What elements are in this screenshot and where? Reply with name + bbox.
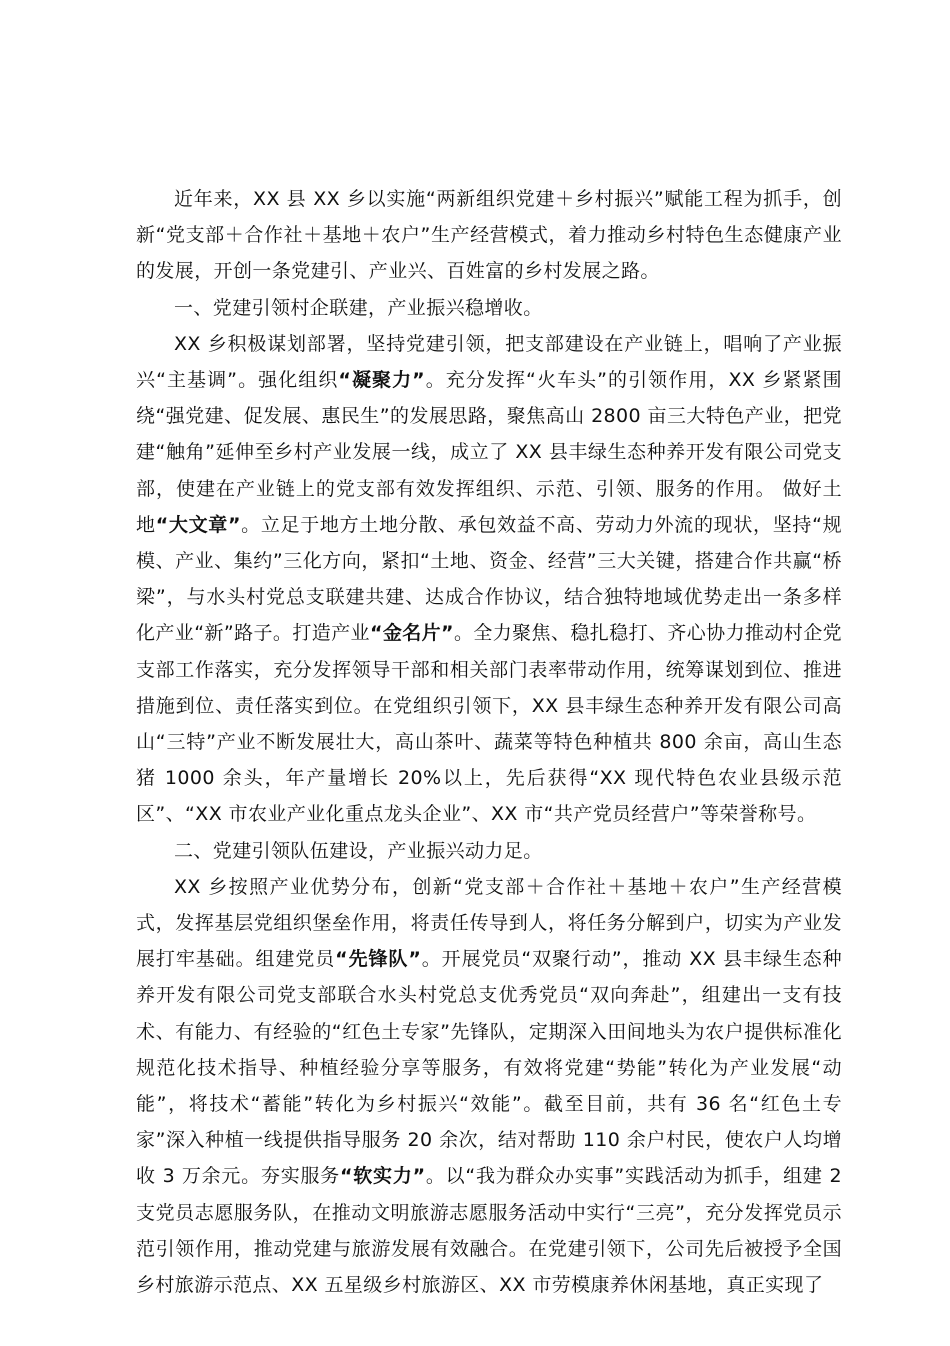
paragraph-section-1 [136,326,842,833]
paragraph-intro [136,181,842,290]
paragraph-text: 近年来，XX 县 XX 乡以实施“两新组织党建＋乡村振兴”赋能工程为抓手，创新“党支部＋合作社＋基地＋农户”生产经营模式，着力推动乡村特色生态健康产业的发展，开创一条党建引、产业兴、百姓富的乡村发展之路。 [136,188,842,283]
bold-keyword: “先锋队” [335,948,422,971]
bold-keyword: “大文章” [155,513,241,536]
heading-text: 一、党建引领村企联建，产业振兴稳增收。 [174,296,543,319]
section-heading-1 [136,290,842,326]
paragraph-section-2 [136,869,842,1303]
heading-text: 二、党建引领队伍建设，产业振兴动力足。 [174,839,543,862]
paragraph-text: 。以“我为群众办实事”实践活动为抓手，组建 2 支党员志愿服务队，在推动文明旅游志愿服务活动中实行“三亮”，充分发挥党员示范引领作用，推动党建与旅游发展有效融合。在党建引领下，公司先后被授予全国乡村旅游示范点、XX 五星级乡村旅游区、XX 市劳模康养休闲基地，真正实现了 [136,1165,842,1297]
document-body [136,181,842,1303]
paragraph-text: 。立足于地方土地分散、承包效益不高、劳动力外流的现状，坚持“规模、产业、集约”三化方向，紧扣“土地、资金、经营”三大关键，搭建合作共赢“桥梁”，与水头村党总支联建共建、达成合作协议，结合独特地域优势走出一条多样化产业“新”路子。打造产业 [136,513,843,645]
bold-keyword: “软实力” [340,1165,426,1188]
bold-keyword: “凝聚力” [338,369,426,392]
paragraph-text: 。充分发挥“火车头”的引领作用，XX 乡紧紧围绕“强党建、促发展、惠民生”的发展思路，聚焦高山 2800 亩三大特色产业，把党建“触角”延伸至乡村产业发展一线，成立了 XX 县丰绿生态种养开发有限公司党支部，使建在产业链上的党支部有效发挥组织、示范、引领、服务的作用。 做好土地 [136,369,842,536]
paragraph-text: XX 乡按照产业优势分布，创新“党支部＋合作社＋基地＋农户”生产经营模式，发挥基层党组织堡垒作用，将责任传导到人，将任务分解到户，切实为产业发展打牢基础。组建党员 [136,875,842,971]
bold-keyword: “金名片” [369,622,454,645]
paragraph-text: XX 乡积极谋划部署，坚持党建引领，把支部建设在产业链上，唱响了产业振兴“主基调”。强化组织 [136,332,842,392]
paragraph-text: 。全力聚焦、稳扎稳打、齐心协力推动村企党支部工作落实，充分发挥领导干部和相关部门表率带动作用，统筹谋划到位、推进措施到位、责任落实到位。在党组织引领下，XX 县丰绿生态种养开发有限公司高山“三特”产业不断发展壮大，高山茶叶、蔬菜等特色种植共 800 余亩，高山生态猪 1000 余头，年产量增长 20%以上，先后获得“XX 现代特色农业县级示范区”、“XX 市农业产业化重点龙头企业”、XX 市“共产党员经营户”等荣誉称号。 [136,622,842,826]
section-heading-2 [136,833,842,869]
paragraph-text: 。开展党员“双聚行动”，推动 XX 县丰绿生态种养开发有限公司党支部联合水头村党总支优秀党员“双向奔赴”，组建出一支有技术、有能力、有经验的“红色土专家”先锋队，定期深入田间地头为农户提供标准化规范化技术指导、种植经验分享等服务，有效将党建“势能”转化为产业发展“动能”，将技术“蓄能”转化为乡村振兴“效能”。截至目前，共有 36 名“红色土专家”深入种植一线提供指导服务 20 余次，结对帮助 110 余户村民，使农户人均增收 3 万余元。夯实服务 [136,948,842,1188]
